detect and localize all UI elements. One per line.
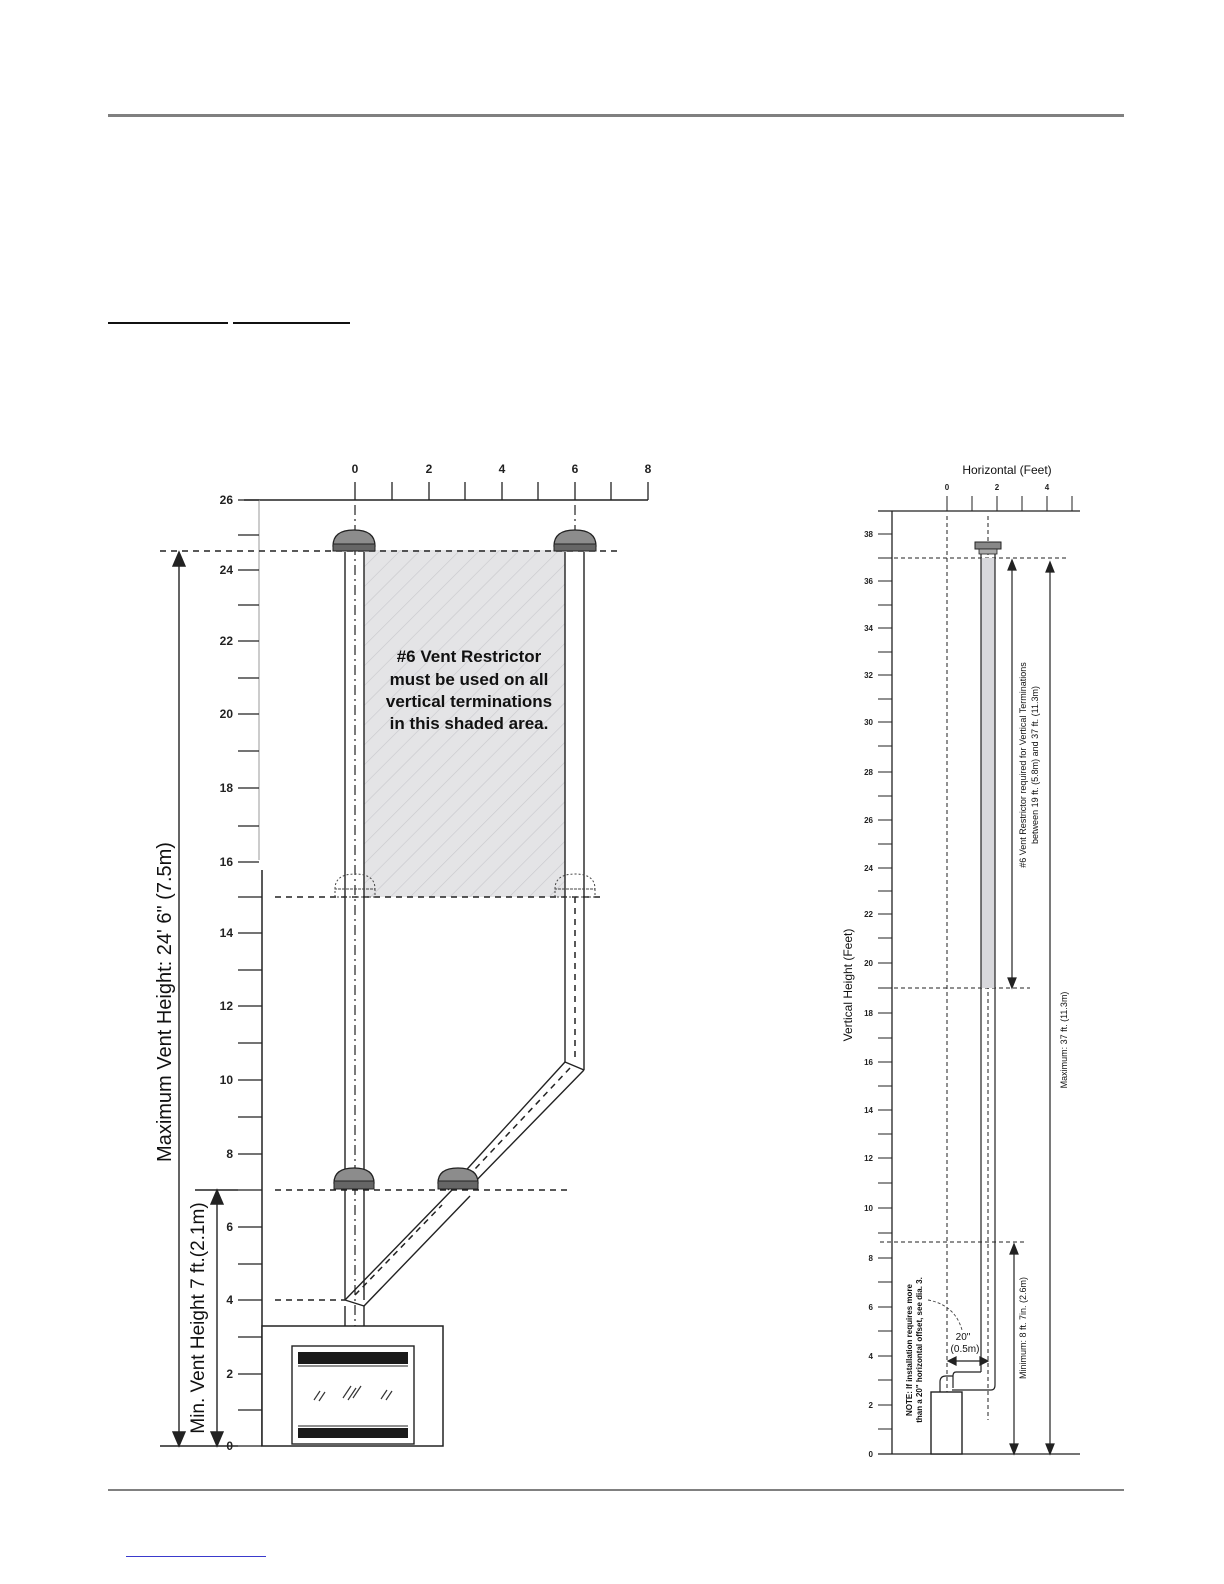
left-x-tick: 8	[644, 462, 652, 476]
left-y-tick: 26	[219, 493, 233, 507]
right-vent-diagram	[841, 463, 1080, 1459]
left-y-tick: 8	[226, 1147, 233, 1161]
right-y-tick: 26	[864, 816, 873, 825]
minimum-label: Minimum: 8 ft. 7in. (2.6m)	[1018, 1276, 1028, 1380]
fireplace-icon	[262, 1326, 443, 1446]
left-y-tick: 24	[219, 563, 233, 577]
right-y-tick: 6	[868, 1303, 873, 1312]
right-x-tick: 0	[944, 483, 950, 492]
termination-cap-icon	[334, 1168, 374, 1189]
min-vent-height-label: Min. Vent Height 7 ft.(2.1m)	[188, 1202, 209, 1434]
left-y-tick: 10	[219, 1073, 233, 1087]
right-y-tick: 36	[864, 577, 873, 586]
termination-cap-icon	[438, 1168, 478, 1189]
left-x-tick: 4	[498, 462, 506, 476]
offset-label: 20"	[955, 1332, 971, 1343]
restrictor-note-line: #6 Vent Restrictor	[396, 647, 542, 666]
right-y-tick: 4	[868, 1352, 873, 1361]
right-y-tick: 38	[864, 530, 873, 539]
right-y-tick: 16	[864, 1058, 873, 1067]
right-y-tick: 28	[864, 768, 873, 777]
left-y-tick: 0	[226, 1439, 233, 1453]
right-x-tick: 4	[1044, 483, 1050, 492]
left-y-tick: 16	[219, 855, 233, 869]
left-x-tick: 6	[571, 462, 579, 476]
left-y-tick: 20	[219, 707, 233, 721]
restrictor-note-line: vertical terminations	[385, 692, 553, 711]
max-vent-height-label: Maximum Vent Height: 24' 6" (7.5m)	[154, 842, 176, 1162]
vertical-axis-title: Vertical Height (Feet)	[841, 928, 855, 1042]
restrictor-note-line: #6 Vent Restrictor required for Vertical Terminations	[1018, 662, 1028, 868]
offset-label: (0.5m)	[950, 1344, 980, 1355]
left-y-tick: 22	[219, 634, 233, 648]
left-y-tick: 4	[226, 1293, 233, 1307]
right-x-tick: 2	[994, 483, 1000, 492]
fireplace-icon	[931, 1392, 962, 1454]
right-y-tick: 0	[868, 1450, 873, 1459]
right-y-tick: 34	[864, 624, 873, 633]
maximum-label: Maximum: 37 ft. (11.3m)	[1059, 991, 1069, 1089]
termination-cap-icon	[554, 530, 596, 551]
restrictor-shaded-area	[981, 558, 995, 988]
right-y-tick: 22	[864, 910, 873, 919]
offset-note-line: than a 20" horizontal offset, see dia. 3.	[915, 1277, 924, 1423]
right-y-tick: 8	[868, 1254, 873, 1263]
termination-cap-icon	[333, 530, 375, 551]
restrictor-note-line: in this shaded area.	[389, 714, 549, 733]
left-y-tick: 14	[219, 926, 233, 940]
right-y-tick: 20	[864, 959, 873, 968]
right-y-tick: 14	[864, 1106, 873, 1115]
restrictor-note-line: must be used on all	[389, 670, 549, 689]
right-y-tick: 24	[864, 864, 873, 873]
left-x-tick: 0	[351, 462, 359, 476]
left-y-tick: 6	[226, 1220, 233, 1234]
horizontal-axis-title: Horizontal (Feet)	[962, 463, 1052, 477]
right-y-tick: 18	[864, 1009, 873, 1018]
right-y-tick: 2	[868, 1401, 873, 1410]
left-vent-diagram	[154, 462, 652, 1453]
right-y-tick: 30	[864, 718, 873, 727]
right-y-tick: 12	[864, 1154, 873, 1163]
left-y-tick: 12	[219, 999, 233, 1013]
left-y-tick: 18	[219, 781, 233, 795]
left-x-tick: 2	[425, 462, 433, 476]
termination-cap-icon	[975, 542, 1001, 554]
right-y-tick: 10	[864, 1204, 873, 1213]
offset-note-line: NOTE: If installation requires more	[905, 1283, 914, 1417]
restrictor-note-line: between 19 ft. (5.8m) and 37 ft. (11.3m)	[1030, 686, 1040, 844]
right-y-tick: 32	[864, 671, 873, 680]
left-y-tick: 2	[226, 1367, 233, 1381]
